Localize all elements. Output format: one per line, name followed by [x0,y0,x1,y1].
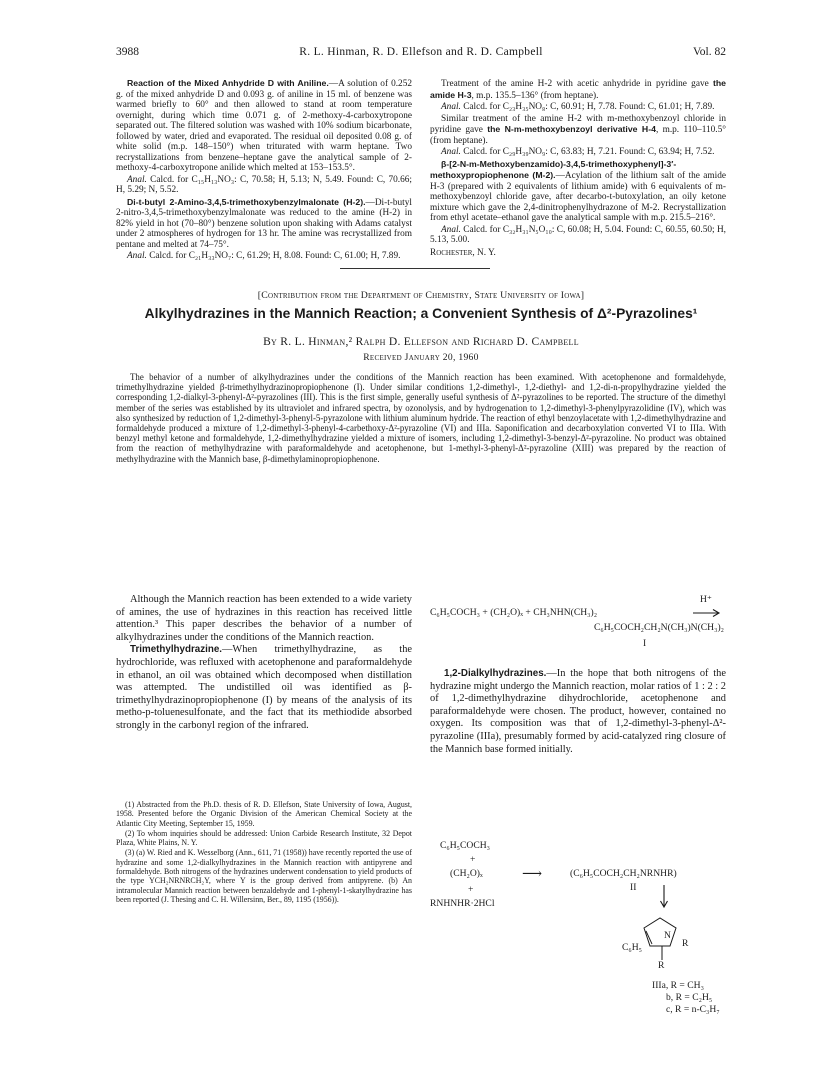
running-authors: R. L. Hinman, R. D. Ellefson and R. D. Campbell [299,46,543,58]
anal-label: Anal. [441,147,461,157]
paragraph [116,644,412,732]
analysis-text: Calcd. for C₂₉H₃₉NO₉: C, 63.83; H, 7.21. Found: C, 63.94; H, 7.52. [460,147,715,157]
run-in-heading: Reaction of the Mixed Anhydride D with Aniline. [127,78,329,88]
contribution-line: [Contribution from the Department of Chemistry, State University of Iowa] [257,290,585,301]
plus-sign: + [468,884,474,895]
reaction-scheme [430,840,726,1020]
reactants: C₆H₅COCH₃ + (CH₂O)ₓ + CH₃NHN(CH₃)₂ [430,607,598,618]
run-in-heading: Di-t-butyl 2-Amino-3,4,5-trimethoxybenzylmalonate (H-2). [127,196,366,207]
catalyst-label: H⁺ [700,594,712,605]
paragraph-text: Treatment of the amine H-2 with acetic anhydride in pyridine gave [441,79,713,89]
analysis [116,175,412,196]
paragraph-text: , m.p. 135.5–136° (from heptane). [471,90,599,101]
body-right-column [430,668,726,756]
anal-label: Anal. [441,102,461,112]
intermediate-label: II [630,882,637,893]
article-title: Alkylhydrazines in the Mannich Reaction; a Convenient Synthesis of Δ²-Pyrazolines¹ [144,306,698,321]
top-left-column [116,78,412,263]
paragraph [430,114,726,147]
compound-name: the N-m-methoxybenzoyl derivative H-4 [487,124,656,134]
ring-substituent-r: R [682,938,689,949]
section-divider [340,268,490,269]
anal-label: Anal. [441,224,461,235]
body-left-column [116,594,412,733]
plus-sign: + [470,854,476,865]
footnotes [116,800,412,905]
paragraph-text: —In the hope that both nitrogens of the hydrazine might undergo the Mannich reaction, molar ratios of 1 : 2 : 2 of 1,2-dimethylhydrazine dihydrochloride, acetophenone and paraformaldehyde were chosen. The product, however, contained no oxygen. Its composition was that of 1,2-dimethyl-3-phenyl-Δ²-pyrazoline (IIIa), presumably formed by acid-catalyzed ring closure of the Mannich base formed initially. [430,668,726,755]
run-in-heading: β-[2-N-m-Methoxybenzamido)-3,4,5-trimethoxyphenyl]-3′-methoxypropiophenone (M-2). [430,158,677,180]
analysis-text: Calcd. for C₂₃H₃₅NO₈: C, 60.91; H, 7.78. Found: C, 61.01; H, 7.89. [460,102,715,112]
analysis [430,225,726,246]
analysis [430,102,726,113]
abstract-text: The behavior of a number of alkylhydrazines under the conditions of the Mannich reaction has been examined. With acetophenone and formaldehyde, trimethylhydrazine yielded β-trimethylhydrazinopropiophenone (I). Under similar conditions 1,2-dimethyl-, 1,2-diethyl- and 1,2-di-n-propylhydrazine yielded the corresponding 1,2-dialkyl-3-phenyl-Δ²-pyrazolines (III). This is the first simple, generally useful synthesis of Δ²-pyrazolines to be reported. The structure of the dimethyl member of the series was established by its ultraviolet and infrared spectra, by ozonolysis, and by hydrogenation to 1,2-dimethyl-3-phenylpyrazolidine (IV), which was also synthesized by reduction of 1,2-dimethyl-3-phenyl-5-pyrazolone with lithium aluminum hydride. The reaction of ethyl benzoylacetate with 1,2-dimethylhydrazine and formaldehyde produced a mixture of 1,2-dimethyl-3-phenyl-4-carbethoxy-Δ²-pyrazoline (VI) and IIIa. Saponification and decarboxylation converted VI to IIIa. With benzyl methyl ketone and formaldehyde, 1,2-dimethylhydrazine yielded a mixture of isomers, including 1,2-dimethyl-3-benzyl-Δ²-pyrazoline. No product was obtained from the reaction of methylhydrazine with paraformaldehyde and acetophenone, but 1-methyl-3-phenyl-Δ²-pyrazoline (XIII) was prepared by the reaction of methylhydrazine with the Mannich base, β-dimethylaminopropiophenone. [116,372,726,464]
received-date: Received January 20, 1960 [363,352,479,363]
anal-label: Anal. [127,174,147,185]
compound-label: c, R = n-C₃H₇ [666,1004,720,1015]
section-heading: 1,2-Dialkylhydrazines. [444,668,547,679]
anal-label: Anal. [127,251,147,261]
ring-substituent-r: R [658,960,665,971]
analysis-text: Calcd. for C₁₅H₁₃NO₃: C, 70.58; H, 5.13; N, 5.49. Found: C, 70.66; H, 5.29; N, 5.52. [116,174,412,195]
paragraph [430,78,726,101]
compound-label: I [643,638,647,649]
paragraph-text: Similar treatment of the amine H-2 with m-methoxybenzoyl chloride in pyridine gave [430,113,726,135]
reactant-formaldehyde: (CH₂O)ₓ [450,868,483,879]
paragraph [116,78,412,174]
ring-phenyl: C₆H₅ [622,942,643,953]
analysis [116,251,412,262]
abstract [116,372,726,464]
intermediate: (C₆H₅COCH₂CH₂NRNHR) [570,868,677,879]
down-arrow-icon [658,884,670,910]
product: C₆H₅COCH₂CH₂N(CH₃)N(CH₃)₂ [593,622,724,633]
analysis-text: Calcd. for C₂₁H₃₃NO₇: C, 61.29; H, 8.08. Found: C, 61.00; H, 7.89. [146,251,401,261]
reactant-acetophenone: C₆H₅COCH₃ [440,840,491,851]
paragraph-text: , m.p. 110–110.5° (from heptane). [430,125,727,146]
paragraph-text: —Acylation of the lithium salt of the amide H-3 (prepared with 2 equivalents of lithium amide) with 6 equivalents of m-methoxybenzoyl chloride gave, after decarbo-t-butoxylation, an oily ketone mixture which gave the 2,4-dinitrophenylhydrazone of M-2. Recrystallization from ethyl acetate–ethanol gave the analytical sample with m.p. 215.5–216°. [430,171,726,223]
footnote: (2) To whom inquiries should be addressed: Union Carbide Research Institute, 32 Depot Plaza, White Plains, N. Y. [116,828,412,848]
reaction-arrow-icon: ⟶ [522,867,543,882]
byline: By R. L. Hinman,² Ralph D. Ellefson and Richard D. Campbell [263,336,579,348]
paragraph-text: —When trimethylhydrazine, as the hydrochloride, was refluxed with acetophenone and paraformaldehyde in ethanol, an oil was obtained which decomposed when distillation was attempted. The undistilled oil was identified as β-trimethylhydrazinopropiophenone (I) by means of the analysis of its metho-p-toluenesulfonate, and the fact that its methiodide absorbed strongly in the carbonyl region of the infrared. [116,644,412,731]
paragraph [430,159,726,224]
analysis-text: Calcd. for C₃₂H₃₁N₅O₁₀: C, 60.08; H, 5.04. Found: C, 60.55, 60.50; H, 5.13, 5.00. [430,224,726,245]
reaction-equation [430,594,726,658]
location-line: Rochester, N. Y. [430,247,496,258]
analysis [430,147,726,158]
compound-label: IIIa, R = CH₃ [652,980,704,991]
reaction-arrow-icon [692,608,722,618]
top-right-column [430,78,726,259]
section-heading: Trimethylhydrazine. [130,644,223,656]
compound-name: the amide H-3 [430,78,726,100]
compound-label: b, R = C₂H₅ [666,992,713,1003]
footnote: (3) (a) W. Ried and K. Wesselborg (Ann., 611, 71 (1958)) have recently reported the use of hydrazine and some 1,2-dialkylhydrazines in the Mannich reaction with antipyrene and formaldehyde. Both nitrogens of the hydrazines underwent condensation to yield products of the type YCH₂NRNRCH₂Y, where Y is the group derived from antipyrene. (b) An intramolecular Mannich reaction between benzaldehyde and 1-phenyl-1-skatylhydrazine has been reported (J. Thesing and C. H. Willersinn, Ber., 89, 1195 (1956)). [116,848,412,904]
running-header [116,46,726,62]
reactant-hydrazine: RNHNHR·2HCl [430,898,495,909]
page-number: 3988 [116,46,139,58]
volume-number: Vol. 82 [692,46,726,58]
intro-paragraph: Although the Mannich reaction has been extended to a wide variety of amines, the use of hydrazines in this reaction has received little attention.³ This paper describes the behavior of a number of alkylhydrazines under the conditions of the Mannich reaction. [116,594,412,643]
ring-nitrogen: N [664,930,671,941]
paragraph-text: —Di-t-butyl 2-nitro-3,4,5-trimethoxybenzylmalonate was reduced to the amine (H-2) in 82% yield in hot (70–80°) benzene solution upon shaking with Adams catalyst under 2 atmospheres of hydrogen for 13 hr. The amine was recrystallized from pentane and melted at 74–75°. [116,197,412,250]
paragraph-text: —A solution of 0.252 g. of the mixed anhydride D and 0.093 g. of aniline in 15 ml. of benzene was warmed briefly to 60° and then allowed to stand at room temperature overnight, during which time 0.071 g. of 2-methoxy-4-carboxytropone separated out. The filtered solution was washed with 10% sodium bicarbonate, followed by water, dried and evaporated. The residual oil deposited 0.08 g. of white solid (m.p. 148–150°) when triturated with warm heptane. Two recrystallizations from benzene–heptane gave the analytical sample of 2-methoxy-4-carboxytropone anilide which melted at 153–153.5°. [116,79,412,173]
paragraph [116,197,412,251]
footnote: (1) Abstracted from the Ph.D. thesis of R. D. Ellefson, State University of Iowa, August, 1958. Presented before the Organic Division of the American Chemical Society at the Atlantic City Meeting, September 15, 1959. [116,800,412,828]
paragraph [430,668,726,756]
